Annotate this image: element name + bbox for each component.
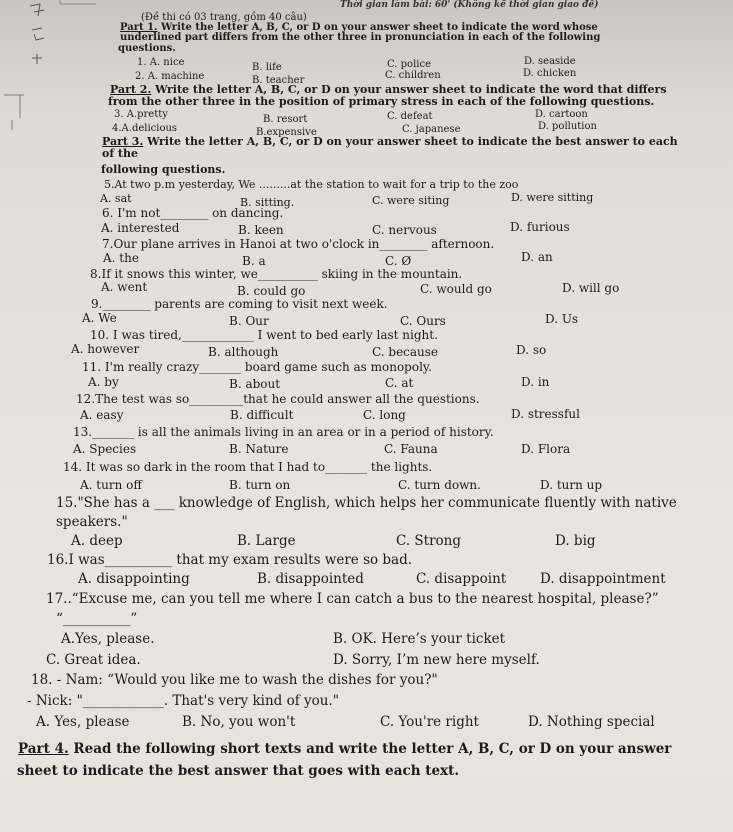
q6-option-d: D. furious [510, 220, 570, 234]
q16-stem: 16.I was__________ that my exam results were so bad. [47, 552, 413, 568]
q13-option-a: A. Species [73, 442, 137, 456]
q7-option-b: B. a [242, 254, 266, 268]
q12-option-d: D. stressful [511, 407, 580, 421]
q2-option-c: C. children [385, 70, 441, 81]
q9-option-c: C. Ours [400, 314, 446, 328]
q5-option-d: D. were sitting [511, 191, 594, 204]
q12-option-a: A. easy [80, 408, 124, 422]
q13-option-b: B. Nature [229, 442, 289, 456]
q17-option-a: A.Yes, please. [61, 631, 155, 647]
part2-instruction-2: from the other three in the position of primary stress in each of the following questions. [108, 95, 655, 108]
q6-stem: 6. I'm not________ on dancing. [102, 206, 284, 220]
q7-option-c: C. Ø [385, 254, 412, 268]
part4-title: Part 4. [18, 741, 69, 757]
q16-option-c: C. disappoint [416, 571, 507, 587]
q2-option-d: D. chicken [523, 68, 577, 79]
q15-option-a: A. deep [71, 533, 123, 549]
q1-option-c: C. police [387, 59, 431, 70]
q12-option-b: B. difficult [230, 408, 294, 422]
q13-stem: 13._______ is all the animals living in an area or in a period of history. [73, 425, 494, 439]
time-note: Thời gian làm bài: 60' (Không kể thời gian giao đề) [340, 0, 599, 10]
part1-instruction: Part 1. Write the letter A, B, C, or D on your answer sheet to indicate the word whose [120, 22, 598, 33]
q9-option-d: D. Us [545, 312, 579, 326]
q18-option-d: D. Nothing special [528, 714, 655, 730]
q14-stem: 14. It was so dark in the room that I had to_______ the lights. [63, 460, 433, 474]
q15-option-b: B. Large [237, 533, 296, 549]
q10-option-a: A. however [71, 342, 140, 356]
part3-instruction-3: following questions. [101, 163, 226, 176]
part2-title: Part 2. [110, 83, 152, 96]
q17-stem: 17..“Excuse me, can you tell me where I can catch a bus to the nearest hospital, please?” [46, 591, 659, 607]
q17-stem-2: “__________” [56, 611, 138, 627]
q1-option-a: 1. A. nice [137, 57, 185, 68]
part3-title: Part 3. [102, 135, 144, 148]
q14-option-a: A. turn off [80, 478, 142, 492]
q6-option-c: C. nervous [372, 223, 437, 237]
q13-option-c: C. Fauna [384, 442, 438, 456]
q1-option-d: D. seaside [524, 56, 576, 67]
q2-option-b: B. teacher [252, 75, 305, 86]
q5-stem: 5.At two p.m yesterday, We .........at the station to wait for a trip to the zoo [104, 178, 519, 191]
q10-option-d: D. so [516, 343, 547, 357]
part3-instruction-2: of the [102, 147, 138, 160]
q14-option-c: C. turn down. [398, 478, 481, 492]
q11-option-a: A. by [88, 375, 119, 389]
q11-option-c: C. at [385, 376, 414, 390]
q2-option-a: 2. A. machine [135, 71, 205, 82]
q15-option-d: D. big [555, 533, 596, 549]
q18-option-b: B. No, you won't [182, 714, 296, 730]
q6-option-b: B. keen [238, 223, 284, 237]
q8-stem: 8.If it snows this winter, we__________ skiing in the mountain. [90, 267, 463, 281]
q18-stem: 18. - Nam: “Would you like me to wash the dishes for you?" [31, 672, 438, 688]
part1-title: Part 1. [120, 22, 158, 33]
part3-instruction: Part 3. Write the letter A, B, C, or D on your answer sheet to indicate the best answer to each [102, 135, 678, 148]
q17-option-b: B. OK. Here’s your ticket [333, 631, 506, 647]
q3-option-b: B. resort [263, 114, 308, 125]
part2-instruction: Part 2. Write the letter A, B, C, or D on your answer sheet to indicate the word that differs [110, 83, 667, 96]
q8-option-a: A. went [101, 280, 148, 294]
margin-annotations [0, 0, 100, 170]
q6-option-a: A. interested [101, 221, 180, 235]
q5-option-b: B. sitting. [240, 196, 295, 209]
q5-option-c: C. were siting [372, 194, 450, 207]
part4-instruction: Part 4. Read the following short texts and write the letter A, B, C, or D on your answer [18, 741, 672, 757]
q12-option-c: C. long [363, 408, 406, 422]
q1-option-b: B. life [252, 62, 282, 73]
q4-option-c: C. japanese [402, 124, 461, 135]
q4-option-b: B.expensive [256, 127, 317, 138]
q15-stem-2: speakers." [56, 514, 128, 530]
q14-option-d: D. turn up [540, 478, 603, 492]
q9-option-a: A. We [82, 311, 117, 325]
q13-option-d: D. Flora [521, 442, 571, 456]
q14-option-b: B. turn on [229, 478, 291, 492]
q18-option-a: A. Yes, please [36, 714, 130, 730]
q8-option-b: B. could go [237, 284, 306, 298]
q3-option-a: 3. A.pretty [114, 109, 168, 120]
q9-option-b: B. Our [229, 314, 269, 328]
q11-option-b: B. about [229, 377, 281, 391]
q15-option-c: C. Strong [396, 533, 462, 549]
q10-stem: 10. I was tired,____________ I went to bed early last night. [90, 328, 438, 342]
q8-option-c: C. would go [420, 282, 492, 296]
q3-option-d: D. cartoon [535, 109, 588, 120]
q7-stem: 7.Our plane arrives in Hanoi at two o'clock in________ afternoon. [102, 237, 495, 251]
q18-stem-2: - Nick: "____________. That's very kind of you." [27, 693, 339, 709]
q15-stem: 15."She has a ___ knowledge of English, which helps her communicate fluently with native [56, 495, 677, 511]
q4-option-a: 4.A.delicious [112, 123, 178, 134]
q3-option-c: C. defeat [387, 111, 433, 122]
q10-option-b: B. although [208, 345, 279, 359]
part1-instruction-2: underlined part differs from the other three in pronunciation in each of the following [120, 32, 601, 43]
q7-option-a: A. the [103, 251, 139, 265]
q12-stem: 12.The test was so_________that he could answer all the questions. [76, 392, 480, 406]
exam-note: (Đề thi có 03 trang, gồm 40 câu) [141, 12, 307, 23]
q17-option-d: D. Sorry, I’m new here myself. [333, 652, 540, 668]
q17-option-c: C. Great idea. [46, 652, 141, 668]
q4-option-d: D. pollution [538, 121, 597, 132]
q8-option-d: D. will go [562, 281, 620, 295]
q7-option-d: D. an [521, 250, 553, 264]
q11-stem: 11. I'm really crazy_______ board game such as monopoly. [82, 360, 432, 374]
q16-option-b: B. disappointed [257, 571, 364, 587]
part4-instruction-2: sheet to indicate the best answer that goes with each text. [17, 763, 460, 779]
q16-option-a: A. disappointing [78, 571, 190, 587]
q18-option-c: C. You're right [380, 714, 479, 730]
q10-option-c: C. because [372, 345, 439, 359]
q9-stem: 9.________ parents are coming to visit next week. [91, 297, 388, 311]
part1-instruction-3: questions. [118, 43, 176, 54]
q11-option-d: D. in [521, 375, 550, 389]
q5-option-a: A. sat [100, 192, 132, 205]
q16-option-d: D. disappointment [540, 571, 666, 587]
